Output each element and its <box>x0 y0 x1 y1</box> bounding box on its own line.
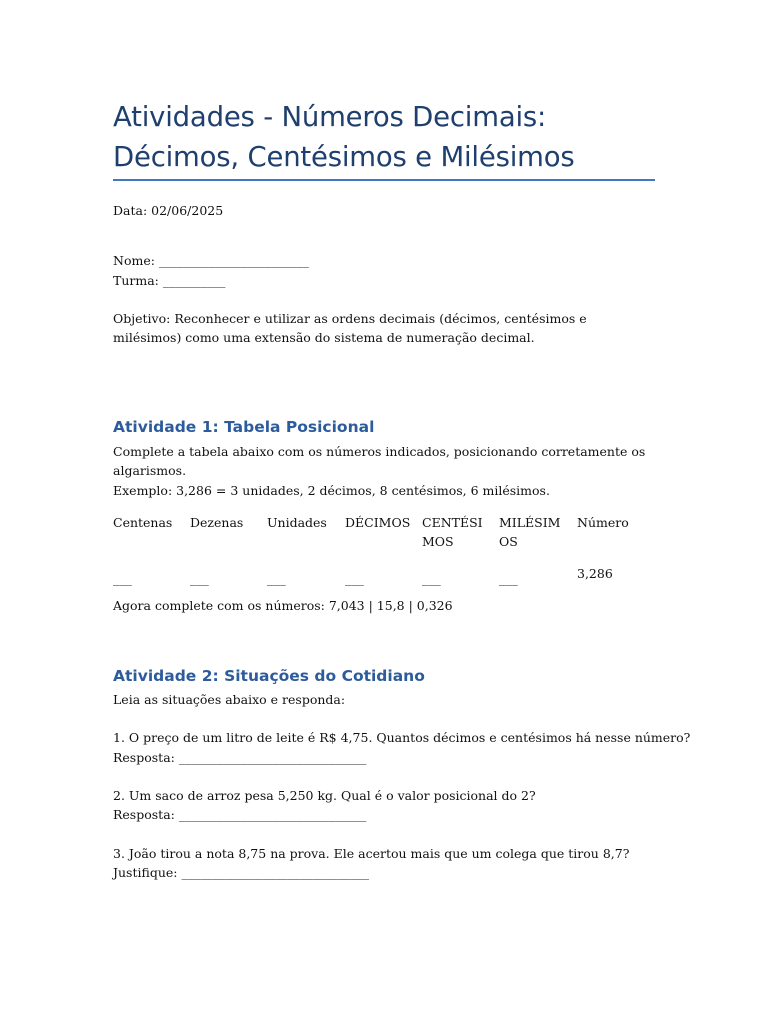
class-field: Turma: __________ <box>113 273 226 288</box>
activity1-followup: Agora complete com os números: 7,043 | 15,8 | 0,326 <box>113 598 453 613</box>
page-title <box>113 97 655 177</box>
col-header-numero: Número <box>577 515 629 530</box>
col-header-milesimos: MILÉSIMOS <box>499 515 561 549</box>
name-field: Nome: ________________________ <box>113 253 309 268</box>
question-3: 3. João tirou a nota 8,75 na prova. Ele acertou mais que um colega que tirou 8,7? <box>113 846 630 861</box>
activity1-heading: Atividade 1: Tabela Posicional <box>113 418 375 436</box>
question-2: 2. Um saco de arroz pesa 5,250 kg. Qual é o valor posicional do 2? <box>113 788 536 803</box>
table-cell: ___ <box>422 571 441 586</box>
activity2-intro: Leia as situações abaixo e responda: <box>113 692 346 707</box>
date-text: Data: 02/06/2025 <box>113 203 224 218</box>
activity1-instruction: Complete a tabela abaixo com os números indicados, posicionando corretamente os algarismos. <box>113 444 646 478</box>
answer-1: Resposta: ______________________________ <box>113 750 367 765</box>
table-cell-number: 3,286 <box>577 566 613 581</box>
table-cell: ___ <box>190 571 209 586</box>
col-header-dezenas: Dezenas <box>190 515 244 530</box>
col-header-unidades: Unidades <box>267 515 327 530</box>
question-1: 1. O preço de um litro de leite é R$ 4,75. Quantos décimos e centésimos há nesse número? <box>113 730 691 745</box>
col-header-decimos: DÉCIMOS <box>345 515 411 530</box>
title-underline <box>113 179 655 181</box>
answer-3: Justifique: ______________________________ <box>113 865 369 880</box>
objective-text: Objetivo: Reconhecer e utilizar as ordens decimais (décimos, centésimos e milésimos) como uma extensão do sistema de numeração decimal. <box>113 311 587 345</box>
col-header-centenas: Centenas <box>113 515 173 530</box>
table-cell: ___ <box>345 571 364 586</box>
answer-2: Resposta: ______________________________ <box>113 807 367 822</box>
table-cell: ___ <box>499 571 518 586</box>
title-line-1: Atividades - Números Decimais: <box>113 101 547 133</box>
title-line-2: Décimos, Centésimos e Milésimos <box>113 141 575 173</box>
table-cell: ___ <box>267 571 286 586</box>
activity2-heading: Atividade 2: Situações do Cotidiano <box>113 667 425 685</box>
activity1-example: Exemplo: 3,286 = 3 unidades, 2 décimos, 8 centésimos, 6 milésimos. <box>113 483 550 498</box>
col-header-centesimos: CENTÉSIMOS <box>422 515 483 549</box>
table-cell: ___ <box>113 571 132 586</box>
